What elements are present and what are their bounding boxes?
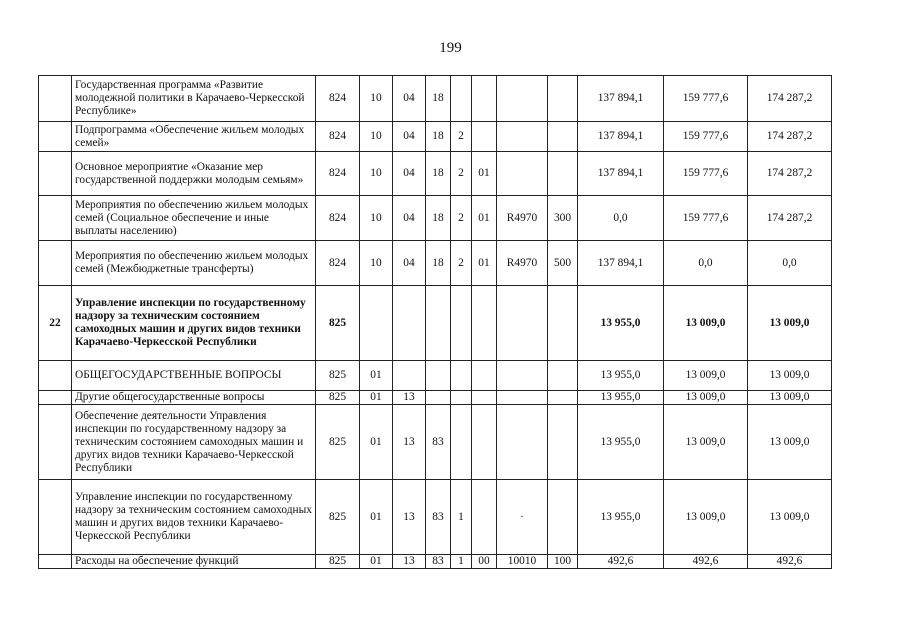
section-code: 01 [360, 361, 393, 391]
sum-year-2: 492,6 [664, 555, 748, 569]
program-code [426, 361, 451, 391]
subsection-code: 04 [393, 241, 426, 286]
program-code: 83 [426, 405, 451, 480]
row-name: Управление инспекции по государственному надзору за техническим состоянием самоходных машин и других видов техники Карачаево-Черкесской Республики [72, 286, 316, 361]
program-code: 18 [426, 122, 451, 152]
row-name: Расходы на обеспечение функций [72, 555, 316, 569]
sum-year-2: 159 777,6 [664, 152, 748, 196]
subsection-code: 13 [393, 555, 426, 569]
subprogram-code: 2 [451, 241, 472, 286]
table-row [39, 391, 832, 405]
direction-code [497, 286, 548, 361]
row-name: Мероприятия по обеспечению жильем молодых семей (Социальное обеспечение и иные выплаты населению) [72, 196, 316, 241]
row-name: Другие общегосударственные вопросы [72, 391, 316, 405]
sum-year-2: 13 009,0 [664, 391, 748, 405]
program-code: 18 [426, 196, 451, 241]
grbs-code: 825 [316, 391, 360, 405]
sum-year-3: 13 009,0 [748, 405, 832, 480]
sum-year-1: 13 955,0 [578, 361, 664, 391]
table-row [39, 196, 832, 241]
direction-code: · [497, 480, 548, 555]
program-code: 18 [426, 76, 451, 122]
direction-code [497, 122, 548, 152]
sum-year-3: 174 287,2 [748, 152, 832, 196]
sum-year-1: 137 894,1 [578, 241, 664, 286]
direction-code [497, 76, 548, 122]
direction-code: R4970 [497, 241, 548, 286]
table-row [39, 76, 832, 122]
event-code [472, 361, 497, 391]
grbs-code: 824 [316, 122, 360, 152]
sum-year-1: 13 955,0 [578, 391, 664, 405]
page-number: 199 [439, 40, 462, 56]
program-code: 83 [426, 480, 451, 555]
expense-type-code [548, 361, 578, 391]
subprogram-code: 2 [451, 152, 472, 196]
subsection-code: 13 [393, 405, 426, 480]
section-code: 10 [360, 152, 393, 196]
section-code: 10 [360, 76, 393, 122]
row-name: Подпрограмма «Обеспечение жильем молодых семей» [72, 122, 316, 152]
section-code: 10 [360, 241, 393, 286]
sum-year-3: 174 287,2 [748, 76, 832, 122]
sum-year-1: 137 894,1 [578, 122, 664, 152]
event-code: 00 [472, 555, 497, 569]
direction-code [497, 152, 548, 196]
direction-code [497, 405, 548, 480]
subsection-code: 04 [393, 152, 426, 196]
subprogram-code [451, 76, 472, 122]
grbs-code: 824 [316, 76, 360, 122]
grbs-code: 825 [316, 361, 360, 391]
grbs-code: 825 [316, 405, 360, 480]
sum-year-2: 159 777,6 [664, 76, 748, 122]
section-code: 01 [360, 405, 393, 480]
row-name: Обеспечение деятельности Управления инспекции по государственному надзору за техническим состоянием самоходных машин и других видов техники Карачаево-Черкесской Республики [72, 405, 316, 480]
sum-year-2: 13 009,0 [664, 361, 748, 391]
expense-type-code [548, 391, 578, 405]
grbs-code: 824 [316, 196, 360, 241]
subprogram-code: 1 [451, 480, 472, 555]
direction-code [497, 361, 548, 391]
expense-type-code: 100 [548, 555, 578, 569]
row-number [39, 555, 72, 569]
row-number [39, 391, 72, 405]
table-row [39, 480, 832, 555]
expense-type-code [548, 405, 578, 480]
subprogram-code [451, 405, 472, 480]
row-number [39, 196, 72, 241]
sum-year-3: 13 009,0 [748, 391, 832, 405]
expense-type-code [548, 76, 578, 122]
subprogram-code [451, 286, 472, 361]
subsection-code [393, 286, 426, 361]
table-row [39, 361, 832, 391]
row-number [39, 76, 72, 122]
subprogram-code: 2 [451, 122, 472, 152]
direction-code [497, 391, 548, 405]
event-code [472, 122, 497, 152]
sum-year-1: 137 894,1 [578, 152, 664, 196]
grbs-code: 824 [316, 241, 360, 286]
expense-type-code: 500 [548, 241, 578, 286]
table-body [39, 76, 832, 569]
row-number [39, 152, 72, 196]
subprogram-code: 1 [451, 555, 472, 569]
table-row [39, 286, 832, 361]
subsection-code: 04 [393, 196, 426, 241]
section-code [360, 286, 393, 361]
grbs-code: 824 [316, 152, 360, 196]
table-row [39, 555, 832, 569]
event-code: 01 [472, 196, 497, 241]
program-code [426, 391, 451, 405]
sum-year-3: 13 009,0 [748, 480, 832, 555]
sum-year-2: 13 009,0 [664, 286, 748, 361]
sum-year-2: 13 009,0 [664, 480, 748, 555]
expense-type-code: 300 [548, 196, 578, 241]
row-number [39, 405, 72, 480]
row-name: Основное мероприятие «Оказание мер государственной поддержки молодым семьям» [72, 152, 316, 196]
sum-year-3: 13 009,0 [748, 361, 832, 391]
grbs-code: 825 [316, 555, 360, 569]
section-code: 01 [360, 555, 393, 569]
sum-year-3: 13 009,0 [748, 286, 832, 361]
sum-year-1: 492,6 [578, 555, 664, 569]
subprogram-code [451, 391, 472, 405]
subsection-code: 13 [393, 480, 426, 555]
row-number [39, 361, 72, 391]
table-row [39, 152, 832, 196]
sum-year-3: 174 287,2 [748, 122, 832, 152]
event-code [472, 286, 497, 361]
program-code: 18 [426, 241, 451, 286]
program-code: 18 [426, 152, 451, 196]
sum-year-1: 13 955,0 [578, 480, 664, 555]
sum-year-1: 0,0 [578, 196, 664, 241]
row-number [39, 241, 72, 286]
event-code: 01 [472, 241, 497, 286]
subsection-code [393, 361, 426, 391]
row-number [39, 480, 72, 555]
budget-table [38, 75, 832, 569]
sum-year-3: 0,0 [748, 241, 832, 286]
sum-year-2: 159 777,6 [664, 122, 748, 152]
table-row [39, 122, 832, 152]
row-name: ОБЩЕГОСУДАРСТВЕННЫЕ ВОПРОСЫ [72, 361, 316, 391]
row-name: Мероприятия по обеспечению жильем молодых семей (Межбюджетные трансферты) [72, 241, 316, 286]
program-code: 83 [426, 555, 451, 569]
event-code [472, 480, 497, 555]
subsection-code: 04 [393, 76, 426, 122]
section-code: 01 [360, 480, 393, 555]
grbs-code: 825 [316, 286, 360, 361]
direction-code: 10010 [497, 555, 548, 569]
program-code [426, 286, 451, 361]
row-number [39, 122, 72, 152]
expense-type-code [548, 122, 578, 152]
subprogram-code: 2 [451, 196, 472, 241]
sum-year-3: 174 287,2 [748, 196, 832, 241]
sum-year-3: 492,6 [748, 555, 832, 569]
section-code: 10 [360, 196, 393, 241]
row-name: Управление инспекции по государственному надзору за техническим состоянием самоходных машин и других видов техники Карачаево-Черкесской Республики [72, 480, 316, 555]
direction-code: R4970 [497, 196, 548, 241]
row-name: Государственная программа «Развитие молодежной политики в Карачаево-Черкесской Республике» [72, 76, 316, 122]
expense-type-code [548, 286, 578, 361]
sum-year-2: 13 009,0 [664, 405, 748, 480]
event-code [472, 405, 497, 480]
subprogram-code [451, 361, 472, 391]
sum-year-1: 137 894,1 [578, 76, 664, 122]
expense-type-code [548, 152, 578, 196]
sum-year-1: 13 955,0 [578, 405, 664, 480]
grbs-code: 825 [316, 480, 360, 555]
event-code [472, 391, 497, 405]
expense-type-code [548, 480, 578, 555]
section-code: 01 [360, 391, 393, 405]
event-code [472, 76, 497, 122]
event-code: 01 [472, 152, 497, 196]
subsection-code: 13 [393, 391, 426, 405]
sum-year-2: 159 777,6 [664, 196, 748, 241]
sum-year-2: 0,0 [664, 241, 748, 286]
sum-year-1: 13 955,0 [578, 286, 664, 361]
table-row [39, 405, 832, 480]
subsection-code: 04 [393, 122, 426, 152]
row-number: 22 [39, 286, 72, 361]
section-code: 10 [360, 122, 393, 152]
table-row [39, 241, 832, 286]
